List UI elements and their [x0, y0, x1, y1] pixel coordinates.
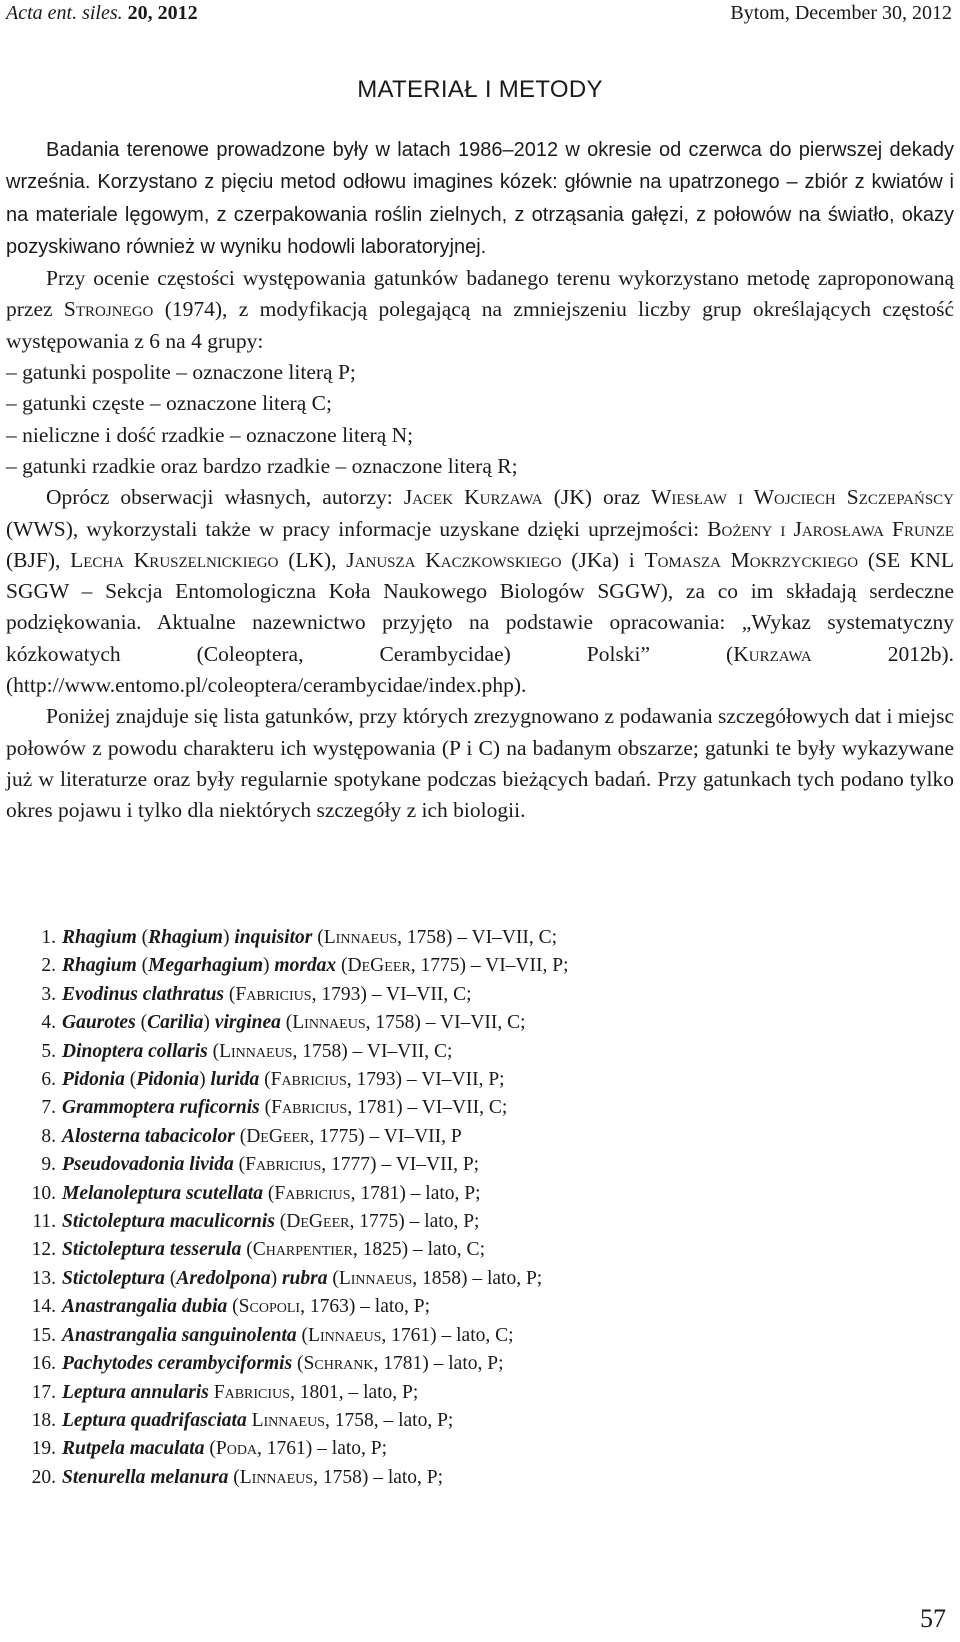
species-details: , 1758) – VI–VII, C;	[292, 1040, 453, 1062]
text-run: (JK) oraz	[542, 485, 652, 510]
genus-name: Stictoleptura	[62, 1267, 165, 1289]
text-run: Przy ocenie częstości występowania gatunków badanego terenu wykorzystano metodę zaproponowaną przez	[6, 266, 954, 322]
species-entry	[0, 1293, 940, 1321]
body-text	[6, 134, 954, 827]
species-epithet: scutellata	[186, 1182, 263, 1204]
punctuation: )	[199, 1069, 211, 1091]
species-entry	[0, 1265, 940, 1293]
species-number: 7.	[41, 1097, 56, 1119]
species-entry	[0, 1151, 940, 1179]
species-epithet: annularis	[130, 1381, 209, 1403]
species-epithet: quadrifasciata	[130, 1409, 247, 1431]
dash-item: – gatunki rzadkie oraz bardzo rzadkie – oznaczone literą R;	[6, 453, 518, 478]
species-number: 15.	[31, 1324, 56, 1346]
species-entry	[0, 952, 940, 980]
species-details: , 1801, – lato, P;	[289, 1381, 419, 1403]
text-run: (WWS), wykorzystali także w pracy informacje uzyskane dzięki uprzejmości:	[6, 516, 708, 541]
species-epithet: melanura	[150, 1466, 229, 1488]
punctuation: (	[204, 1438, 216, 1460]
species-entry	[0, 924, 940, 952]
subgenus-name: Rhagium	[148, 927, 223, 948]
text-run: (1974), z modyfikacją polegającą na zmniejszeniu liczby grup określających częstość występowania z 6 na 4 grupy:	[6, 297, 954, 353]
section-title: MATERIAŁ I METODY	[357, 76, 603, 103]
species-epithet: maculicornis	[169, 1211, 275, 1233]
punctuation: )	[222, 927, 235, 948]
subgenus-name: Aredolpona	[176, 1267, 271, 1289]
species-entry	[0, 1180, 940, 1208]
species-epithet: virginea	[214, 1012, 281, 1034]
species-epithet: mordax	[274, 955, 337, 977]
species-author: Fabricius	[270, 1069, 347, 1091]
genus-name: Anastrangalia	[62, 1324, 177, 1346]
page-number: 57	[920, 1604, 946, 1633]
species-details: , 1758, – lato, P;	[324, 1409, 454, 1431]
punctuation: (	[336, 955, 348, 977]
punctuation: (	[228, 1466, 240, 1488]
punctuation: (	[233, 1154, 246, 1176]
running-header	[6, 2, 952, 30]
paragraph-acknowledgements	[6, 482, 954, 701]
author-name: Strojnego	[63, 297, 154, 322]
journal-name: Acta ent. siles.	[6, 2, 123, 24]
punctuation: (	[259, 1069, 271, 1091]
species-author: Linnaeus	[219, 1040, 293, 1062]
punctuation: (	[274, 1211, 287, 1233]
text-run: 2012b). (http://www.entomo.pl/coleoptera/cerambycidae/index.php).	[6, 641, 954, 698]
genus-name: Pidonia	[62, 1069, 125, 1091]
species-entry	[0, 1066, 940, 1094]
species-entry	[0, 1094, 940, 1122]
species-details: , 1758) – VI–VII, C;	[365, 1012, 526, 1034]
species-details: , 1825) – lato, C;	[352, 1239, 485, 1261]
species-epithet: inquisitor	[234, 927, 313, 948]
genus-name: Leptura	[62, 1381, 126, 1403]
methods-text: Badania terenowe prowadzone były w latach 1986–2012 w okresie od czerwca do pierwszej dekady września. Korzystano z pięciu metod odłowu imagines kózek: głównie na upatrzonego – zbiór z kwiatów i na materiale lęgowym, z czerpakowania roślin zielnych, z otrząsania gałęzi, z połowów na światło, okazy pozyskiwano również w wyniku hodowli laboratoryjnej.	[6, 139, 954, 258]
species-entry	[0, 981, 940, 1009]
species-author: Fabricius	[274, 1182, 351, 1204]
author-name: Bożeny i Jarosława Frunze	[707, 516, 954, 541]
subgenus-name: Carilia	[147, 1012, 204, 1034]
species-author: Fabricius	[213, 1381, 290, 1403]
punctuation: (	[136, 927, 149, 948]
species-epithet: cerambyciformis	[157, 1353, 293, 1375]
genus-name: Stenurella	[62, 1466, 146, 1488]
species-author: Linnaeus	[239, 1466, 314, 1488]
genus-name: Stictoleptura	[62, 1211, 165, 1233]
punctuation: (	[234, 1125, 247, 1147]
dash-item: – gatunki częste – oznaczone literą C;	[6, 391, 332, 416]
author-name: Wiesław i Wojciech Szczepańscy	[651, 485, 955, 510]
species-entry	[0, 1009, 940, 1037]
genus-name: Gaurotes	[62, 1012, 136, 1034]
genus-name: Pseudovadonia	[62, 1154, 185, 1176]
species-entry	[0, 1236, 940, 1264]
genus-name: Rhagium	[62, 955, 137, 977]
species-author: Linnaeus	[338, 1267, 413, 1289]
species-entry	[0, 1123, 940, 1151]
species-number: 6.	[41, 1069, 56, 1091]
species-entry	[0, 1407, 940, 1435]
species-number: 5.	[41, 1040, 56, 1062]
species-details: , 1777) – VI–VII, P;	[321, 1154, 480, 1176]
genus-name: Rutpela	[62, 1438, 125, 1460]
species-author: Poda	[215, 1438, 258, 1460]
species-details: , 1763) – lato, P;	[300, 1296, 431, 1318]
species-number: 16.	[31, 1353, 56, 1375]
paragraph-species-intro: Poniżej znajduje się lista gatunków, przy których zrezygnowano z podawania szczegółowych dat i miejsc połowów z powodu charakteru ich występowania (P i C) na badanym obszarze; gatunki te były wykazywane już w literaturze oraz były regularnie spotykane podczas bieżących badań. Przy gatunkach tych podano tylko okres pojawu i tylko dla niektórych szczegóły z ich biologii.	[6, 704, 954, 823]
species-number: 11.	[32, 1211, 56, 1233]
punctuation: (	[259, 1097, 272, 1119]
punctuation: (	[292, 1353, 304, 1375]
species-epithet: lurida	[210, 1069, 260, 1091]
species-number: 1.	[41, 927, 56, 948]
species-details: , 1761) – lato, P;	[257, 1438, 388, 1460]
text-run: (BJF),	[6, 547, 71, 572]
species-details: , 1761) – lato, C;	[381, 1324, 514, 1346]
punctuation: )	[263, 955, 275, 977]
text-run: (SE KNL SGGW – Sekcja Entomologiczna Koła Naukowego Biologów SGGW), za co im składają serdeczne podziękowania. Aktualne nazewnictwo przyjęto na podstawie opracowania: „Wykaz systematyczny kózkowatych (Coleoptera, Cerambycidae) Polski” (	[6, 547, 954, 666]
subgenus-name: Megarhagium	[148, 955, 264, 977]
author-name: Tomasza Mokrzyckiego	[644, 547, 859, 572]
species-number: 3.	[41, 983, 56, 1005]
subgenus-name: Pidonia	[136, 1069, 200, 1091]
journal-citation	[6, 2, 198, 25]
genus-name: Stictoleptura	[62, 1239, 165, 1261]
species-epithet: dubia	[181, 1296, 228, 1318]
species-entry	[0, 1322, 940, 1350]
punctuation: (	[327, 1267, 339, 1289]
genus-name: Alosterna	[62, 1125, 141, 1147]
species-details: , 1758) – lato, P;	[313, 1466, 444, 1488]
species-number: 20.	[31, 1466, 56, 1488]
punctuation: (	[312, 927, 324, 948]
punctuation: (	[164, 1267, 177, 1289]
species-author: Linnaeus	[323, 927, 398, 948]
species-entry	[0, 1379, 940, 1407]
species-number: 2.	[41, 955, 56, 977]
species-author: Linnaeus	[292, 1012, 366, 1034]
species-number: 14.	[31, 1296, 56, 1318]
species-details: , 1781) – lato, P;	[350, 1182, 481, 1204]
species-author: DeGeer	[246, 1125, 310, 1147]
species-epithet: livida	[189, 1154, 234, 1176]
punctuation: (	[135, 1012, 148, 1034]
species-author: Scopoli	[238, 1296, 301, 1318]
punctuation: (	[224, 983, 236, 1005]
genus-name: Grammoptera	[62, 1097, 175, 1119]
species-number: 13.	[31, 1267, 56, 1289]
species-author: DeGeer	[286, 1211, 350, 1233]
species-details: , 1781) – VI–VII, C;	[347, 1097, 508, 1119]
species-details: , 1775) – lato, P;	[349, 1211, 480, 1233]
text-run: Oprócz obserwacji własnych, autorzy:	[46, 485, 404, 510]
punctuation: )	[270, 1267, 282, 1289]
species-entry	[0, 1350, 940, 1378]
punctuation: (	[241, 1239, 253, 1261]
author-name: Jacek Kurzawa	[403, 485, 543, 510]
genus-name: Rhagium	[62, 927, 137, 948]
species-details: , 1775) – VI–VII, P	[309, 1125, 462, 1147]
species-epithet: tesserula	[169, 1239, 242, 1261]
species-number: 4.	[41, 1012, 56, 1034]
text-run: (JKa) i	[561, 547, 645, 572]
dash-item: – gatunki pospolite – oznaczone literą P;	[6, 360, 356, 385]
species-details: , 1781) – lato, P;	[373, 1353, 504, 1375]
punctuation: (	[124, 1069, 137, 1091]
species-number: 18.	[31, 1409, 56, 1431]
punctuation: )	[203, 1012, 215, 1034]
punctuation: (	[227, 1296, 239, 1318]
species-list	[0, 924, 940, 1492]
species-author: DeGeer	[347, 955, 411, 977]
punctuation: (	[207, 1040, 220, 1062]
species-entry	[0, 1208, 940, 1236]
genus-name: Leptura	[62, 1409, 126, 1431]
species-details: , 1775) – VI–VII, P;	[410, 955, 569, 977]
species-author: Fabricius	[235, 983, 312, 1005]
punctuation: (	[280, 1012, 293, 1034]
author-name: Kurzawa	[733, 641, 812, 666]
species-number: 12.	[31, 1239, 56, 1261]
paragraph-frequency	[6, 263, 954, 357]
species-author: Charpentier	[252, 1239, 353, 1261]
species-number: 19.	[31, 1438, 56, 1460]
genus-name: Pachytodes	[62, 1353, 153, 1375]
species-number: 17.	[31, 1381, 56, 1403]
journal-volume: 20, 2012	[127, 2, 198, 24]
species-epithet: sanguinolenta	[181, 1324, 297, 1346]
species-author: Schrank	[303, 1353, 374, 1375]
species-author: Linnaeus	[251, 1409, 325, 1431]
publication-place-date: Bytom, December 30, 2012	[730, 2, 952, 24]
text-run: (LK),	[278, 547, 347, 572]
species-author: Fabricius	[271, 1097, 348, 1119]
punctuation: (	[136, 955, 149, 977]
species-epithet: tabacicolor	[144, 1125, 235, 1147]
species-epithet: collaris	[148, 1040, 208, 1062]
species-number: 9.	[41, 1154, 56, 1176]
species-author: Linnaeus	[308, 1324, 382, 1346]
species-entry	[0, 1464, 940, 1492]
genus-name: Melanoleptura	[62, 1182, 182, 1204]
paragraph-methods	[6, 134, 954, 263]
species-epithet: clathratus	[142, 983, 225, 1005]
species-entry	[0, 1435, 940, 1463]
author-name: Janusza Kaczkowskiego	[346, 547, 562, 572]
species-author: Fabricius	[245, 1154, 322, 1176]
species-details: , 1793) – VI–VII, P;	[346, 1069, 505, 1091]
genus-name: Evodinus	[62, 983, 138, 1005]
species-number: 10.	[31, 1182, 56, 1204]
species-details: , 1758) – VI–VII, C;	[397, 927, 558, 948]
species-details: , 1793) – VI–VII, C;	[311, 983, 472, 1005]
genus-name: Anastrangalia	[62, 1296, 177, 1318]
species-epithet: rubra	[281, 1267, 328, 1289]
species-epithet: ruficornis	[179, 1097, 260, 1119]
species-entry	[0, 1038, 940, 1066]
species-number: 8.	[41, 1125, 56, 1147]
punctuation: (	[262, 1182, 275, 1204]
author-name: Lecha Kruszelnickiego	[70, 547, 279, 572]
species-details: , 1858) – lato, P;	[412, 1267, 543, 1289]
genus-name: Dinoptera	[62, 1040, 144, 1062]
dash-item: – nieliczne i dość rzadkie – oznaczone literą N;	[6, 422, 414, 447]
punctuation: (	[296, 1324, 309, 1346]
species-epithet: maculata	[129, 1438, 205, 1460]
